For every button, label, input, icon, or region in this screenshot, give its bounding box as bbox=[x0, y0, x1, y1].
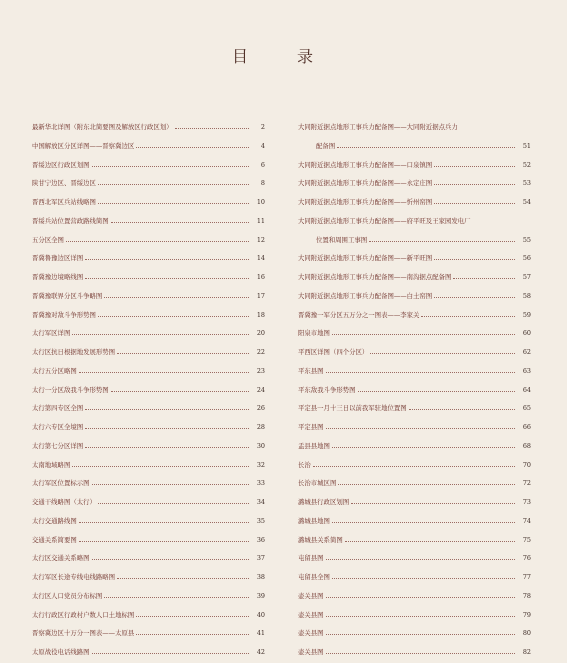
toc-entry-title: 晋西北军区兵站线略图 bbox=[32, 198, 96, 206]
toc-entry bbox=[298, 512, 531, 531]
toc-entry-title: 潞城县行政区划图 bbox=[298, 498, 350, 506]
toc-entry-page: 35 bbox=[256, 516, 265, 525]
toc-entry bbox=[32, 399, 265, 418]
toc-entry-title: 晋冀鲁豫边区详图 bbox=[32, 254, 84, 263]
toc-entry-title: 配备图 bbox=[316, 141, 336, 150]
toc-entry-page: 82 bbox=[522, 648, 531, 656]
toc-entry-title: 中国解放区分区详图——晋察冀边区 bbox=[32, 141, 135, 150]
toc-entry bbox=[298, 287, 531, 306]
toc-entry bbox=[298, 118, 531, 137]
dot-leader bbox=[79, 522, 249, 523]
toc-entry-title: 屯留县全图 bbox=[298, 573, 330, 581]
toc-entry-page: 39 bbox=[256, 591, 265, 600]
toc-entry-page: 40 bbox=[256, 610, 265, 619]
toc-entry-title: 晋绥兵站位置营政路线简图 bbox=[32, 216, 109, 225]
toc-entry bbox=[298, 306, 531, 325]
toc-entry-title: 大同附近据点地形工事兵力配备图——府平旺及王家园发电厂 bbox=[298, 216, 471, 225]
dot-leader bbox=[92, 166, 249, 167]
dot-leader bbox=[66, 241, 249, 242]
toc-entry bbox=[32, 531, 265, 550]
toc-entry bbox=[32, 156, 265, 175]
dot-leader bbox=[351, 503, 515, 504]
toc-entry bbox=[32, 568, 265, 587]
toc-entry-title: 平东敌我斗争形势图 bbox=[298, 385, 356, 394]
toc-entry-page: 78 bbox=[522, 591, 531, 600]
toc-entry-page: 62 bbox=[522, 348, 531, 356]
dot-leader bbox=[326, 653, 515, 654]
toc-entry-page: 70 bbox=[522, 460, 531, 469]
toc-entry-title: 太行区抗日根据地发展形势图 bbox=[32, 348, 116, 356]
toc-entry-page: 52 bbox=[522, 160, 531, 169]
toc-entry-page: 36 bbox=[256, 535, 265, 544]
toc-entry-title: 太行区交通关系略图 bbox=[32, 554, 90, 563]
toc-entry-page: 34 bbox=[256, 498, 265, 506]
toc-entry-page: 2 bbox=[260, 123, 265, 131]
toc-entry-page: 18 bbox=[256, 310, 265, 319]
toc-entry-title: 壶关县图 bbox=[298, 629, 324, 638]
toc-entry-title: 晋冀豫联界分区斗争略图 bbox=[32, 291, 103, 300]
dot-leader bbox=[104, 597, 249, 598]
dot-leader bbox=[338, 484, 515, 485]
toc-entry-title: 太行行政区行政村户数人口土地标图 bbox=[32, 610, 135, 619]
toc-entry-title: 阳泉市地图 bbox=[298, 329, 330, 338]
toc-entry-page: 6 bbox=[260, 160, 265, 169]
toc-entry bbox=[32, 231, 265, 250]
toc-entry bbox=[298, 174, 531, 193]
dot-leader bbox=[332, 578, 515, 579]
toc-entry-title: 平定县图 bbox=[298, 423, 324, 431]
toc-entry bbox=[298, 587, 531, 606]
toc-entry bbox=[298, 156, 531, 175]
dot-leader bbox=[72, 466, 249, 467]
toc-entry bbox=[298, 381, 531, 400]
toc-entry bbox=[298, 624, 531, 643]
toc-entry bbox=[32, 606, 265, 625]
toc-entry-page: 53 bbox=[522, 179, 531, 188]
dot-leader bbox=[92, 653, 249, 654]
toc-entry bbox=[298, 437, 531, 456]
toc-entry-title: 太行第七分区详图 bbox=[32, 441, 84, 450]
toc-entry bbox=[32, 174, 265, 193]
toc-entry-page: 75 bbox=[522, 535, 531, 544]
dot-leader bbox=[370, 353, 515, 354]
toc-entry-title: 大同附近据点地形工事兵力配备图——口泉镇图 bbox=[298, 160, 433, 169]
toc-entry bbox=[298, 643, 531, 662]
toc-entry bbox=[298, 474, 531, 493]
toc-entry-title: 大同附近据点地形工事兵力配备图——新平旺图 bbox=[298, 254, 433, 263]
toc-entry-title: 大同附近据点地形工事兵力配备图——白土窑图 bbox=[298, 291, 433, 300]
toc-entry-title: 晋绥边区行政区划图 bbox=[32, 160, 90, 169]
toc-entry-page: 64 bbox=[522, 385, 531, 394]
toc-entry-page: 56 bbox=[522, 254, 531, 263]
dot-leader bbox=[85, 409, 249, 410]
dot-leader bbox=[98, 503, 249, 504]
dot-leader bbox=[409, 409, 515, 410]
toc-entry-title: 太行六专区全境图 bbox=[32, 423, 84, 431]
toc-entry-title: 屯留县图 bbox=[298, 554, 324, 563]
dot-leader bbox=[79, 541, 249, 542]
toc-entry-page: 24 bbox=[256, 385, 265, 394]
toc-entry-title: 壶关县图 bbox=[298, 648, 324, 656]
toc-entry bbox=[298, 137, 531, 156]
toc-entry bbox=[32, 474, 265, 493]
toc-entry bbox=[298, 606, 531, 625]
toc-entry-title: 晋冀豫对敌斗争形势图 bbox=[32, 310, 96, 319]
dot-leader bbox=[326, 616, 515, 617]
toc-entry bbox=[32, 381, 265, 400]
toc-entry bbox=[32, 343, 265, 362]
toc-entry-page: 30 bbox=[256, 441, 265, 450]
toc-entry-title: 潞城县关系简图 bbox=[298, 535, 343, 544]
dot-leader bbox=[332, 447, 515, 448]
toc-entry bbox=[298, 399, 531, 418]
dot-leader bbox=[313, 466, 515, 467]
toc-entry-title: 太原战役电话线路图 bbox=[32, 648, 90, 656]
toc-entry-page: 4 bbox=[260, 141, 265, 150]
toc-entry bbox=[32, 362, 265, 381]
toc-entry-page: 76 bbox=[522, 554, 531, 563]
toc-entry bbox=[32, 643, 265, 662]
dot-leader bbox=[111, 222, 249, 223]
toc-entry-page: 63 bbox=[522, 366, 531, 375]
toc-entry-page: 68 bbox=[522, 441, 531, 450]
dot-leader bbox=[434, 259, 515, 260]
toc-entry bbox=[32, 512, 265, 531]
dot-leader bbox=[104, 297, 249, 298]
toc-entry-title: 太行交通路线图 bbox=[32, 516, 77, 525]
dot-leader bbox=[326, 597, 515, 598]
dot-leader bbox=[434, 297, 515, 298]
toc-entry-title: 晋冀豫边境略线图 bbox=[32, 273, 84, 281]
toc-entry-page: 14 bbox=[256, 254, 265, 263]
toc-entry-title: 太行军区长途专线电线路略图 bbox=[32, 573, 116, 581]
toc-entry-page: 77 bbox=[522, 573, 531, 581]
dot-leader bbox=[117, 353, 249, 354]
toc-entry-title: 大同附近据点地形工事兵力配备图——大同附近据点兵力 bbox=[298, 123, 458, 131]
toc-entry-page: 20 bbox=[256, 329, 265, 338]
dot-leader bbox=[453, 278, 515, 279]
toc-entry-page: 73 bbox=[522, 498, 531, 506]
toc-entry-title: 大同附近据点地形工事兵力配备图——永定庄图 bbox=[298, 179, 433, 188]
toc-entry-page: 59 bbox=[522, 310, 531, 319]
toc-entry bbox=[32, 306, 265, 325]
dot-leader bbox=[421, 316, 515, 317]
toc-entry bbox=[32, 437, 265, 456]
toc-entry-page: 32 bbox=[256, 460, 265, 469]
toc-entry-title: 太行第四专区全图 bbox=[32, 404, 84, 413]
dot-leader bbox=[136, 147, 249, 148]
toc-entry-page: 51 bbox=[522, 141, 531, 150]
dot-leader bbox=[85, 428, 249, 429]
dot-leader bbox=[98, 203, 249, 204]
dot-leader bbox=[326, 428, 515, 429]
toc-right-column bbox=[298, 118, 531, 662]
toc-entry bbox=[32, 587, 265, 606]
toc-entry-title: 盂县县地图 bbox=[298, 441, 330, 450]
toc-entry-title: 平定县一月十三日以前我军驻地位置图 bbox=[298, 404, 407, 413]
toc-entry bbox=[32, 118, 265, 137]
page-title: 目 录 bbox=[231, 47, 336, 66]
dot-leader bbox=[111, 391, 249, 392]
toc-entry bbox=[32, 193, 265, 212]
toc-entry bbox=[32, 324, 265, 343]
toc-entry-page: 42 bbox=[256, 648, 265, 656]
toc-entry bbox=[298, 212, 531, 231]
toc-entry-page: 57 bbox=[522, 273, 531, 281]
dot-leader bbox=[175, 128, 249, 129]
toc-entry bbox=[32, 249, 265, 268]
dot-leader bbox=[85, 447, 249, 448]
toc-entry-title: 交通干线略图（太行） bbox=[32, 498, 96, 506]
toc-entry-title: 壶关县图 bbox=[298, 591, 324, 600]
toc-entry-page: 17 bbox=[256, 291, 265, 300]
toc-entry bbox=[298, 249, 531, 268]
toc-entry-page: 26 bbox=[256, 404, 265, 413]
toc-entry-page: 10 bbox=[256, 198, 265, 206]
toc-entry-page: 54 bbox=[522, 198, 531, 206]
toc-entry-title: 太南地域略图 bbox=[32, 460, 71, 469]
dot-leader bbox=[345, 541, 515, 542]
toc-entry-title: 大同附近据点地形工事兵力配备图——忻州窑图 bbox=[298, 198, 433, 206]
dot-leader bbox=[72, 334, 249, 335]
toc-entry-title: 太行军区位置标示图 bbox=[32, 479, 90, 488]
toc-entry bbox=[298, 343, 531, 362]
toc-left-column bbox=[32, 118, 265, 662]
toc-entry bbox=[32, 624, 265, 643]
dot-leader bbox=[85, 278, 249, 279]
toc-entry-title: 太行一分区敌我斗争形势图 bbox=[32, 385, 109, 394]
toc-entry-title: 晋冀豫一军分区五万分之一图表——李家关 bbox=[298, 310, 420, 319]
toc-entry-title: 潞城县地图 bbox=[298, 516, 330, 525]
toc-entry-page: 37 bbox=[256, 554, 265, 563]
dot-leader bbox=[332, 334, 515, 335]
toc-entry-title: 太行区人口党员分布标图 bbox=[32, 591, 103, 600]
toc-entry-title: 陕甘宁边区、晋绥边区 bbox=[32, 179, 96, 188]
toc-entry-title: 五分区全图 bbox=[32, 235, 64, 244]
dot-leader bbox=[117, 578, 249, 579]
toc-entry-title: 晋察冀边区十万分一图表——太原县 bbox=[32, 629, 135, 638]
toc-entry bbox=[32, 287, 265, 306]
toc-entry bbox=[298, 418, 531, 437]
toc-entry-page: 79 bbox=[522, 610, 531, 619]
toc-entry-page: 28 bbox=[256, 423, 265, 431]
toc-entry bbox=[298, 231, 531, 250]
toc-entry-page: 12 bbox=[256, 235, 265, 244]
toc-entry-title: 大同附近据点地形工事兵力配备图——南沟据点配备图 bbox=[298, 273, 452, 281]
dot-leader bbox=[434, 203, 515, 204]
toc-entry-title: 太行五分区略图 bbox=[32, 366, 77, 375]
dot-leader bbox=[434, 166, 515, 167]
dot-leader bbox=[326, 559, 515, 560]
dot-leader bbox=[326, 372, 515, 373]
toc-entry-page: 55 bbox=[522, 235, 531, 244]
toc-entry-page: 41 bbox=[256, 629, 265, 638]
toc-entry bbox=[298, 568, 531, 587]
toc-entry bbox=[298, 531, 531, 550]
toc-entry bbox=[32, 549, 265, 568]
toc-entry-title: 位置和周围工事图 bbox=[316, 235, 368, 244]
dot-leader bbox=[92, 484, 249, 485]
toc-entry-page: 60 bbox=[522, 329, 531, 338]
dot-leader bbox=[136, 634, 249, 635]
dot-leader bbox=[358, 391, 515, 392]
toc-entry-page: 8 bbox=[260, 179, 265, 188]
toc-entry-page: 66 bbox=[522, 423, 531, 431]
toc-entry-title: 长治市城区图 bbox=[298, 479, 337, 488]
toc-entry bbox=[32, 493, 265, 512]
toc-entry-title: 平西区详图（四个分区） bbox=[298, 348, 369, 356]
toc-entry bbox=[298, 456, 531, 475]
toc-entry bbox=[298, 362, 531, 381]
toc-entry-page: 80 bbox=[522, 629, 531, 638]
toc-entry-page: 11 bbox=[256, 216, 265, 225]
toc-entry bbox=[298, 268, 531, 287]
dot-leader bbox=[92, 559, 249, 560]
toc-entry-page: 23 bbox=[256, 366, 265, 375]
dot-leader bbox=[332, 522, 515, 523]
toc-entry-title: 壶关县图 bbox=[298, 610, 324, 619]
toc-entry-title: 最新华北详图（附东北简要图及解放区行政区划） bbox=[32, 123, 173, 131]
toc-entry-page: 33 bbox=[256, 479, 265, 488]
toc-entry-page: 72 bbox=[522, 479, 531, 488]
dot-leader bbox=[85, 259, 249, 260]
toc-entry bbox=[32, 137, 265, 156]
toc-entry-page: 38 bbox=[256, 573, 265, 581]
toc-entry bbox=[32, 456, 265, 475]
toc-entry-page: 74 bbox=[522, 516, 531, 525]
toc-entry-title: 交通关系简要图 bbox=[32, 535, 77, 544]
dot-leader bbox=[337, 147, 515, 148]
toc-entry-page: 22 bbox=[256, 348, 265, 356]
toc-entry-title: 太行军区详图 bbox=[32, 329, 71, 338]
toc-entry-page: 58 bbox=[522, 291, 531, 300]
dot-leader bbox=[98, 316, 249, 317]
toc-entry bbox=[298, 324, 531, 343]
toc-entry-page: 16 bbox=[256, 273, 265, 281]
toc-entry bbox=[298, 549, 531, 568]
dot-leader bbox=[369, 241, 515, 242]
toc-entry bbox=[32, 268, 265, 287]
toc-entry bbox=[298, 193, 531, 212]
toc-entry bbox=[298, 493, 531, 512]
dot-leader bbox=[434, 184, 515, 185]
toc-entry bbox=[32, 418, 265, 437]
toc-entry bbox=[32, 212, 265, 231]
toc-entry-page: 65 bbox=[522, 404, 531, 413]
dot-leader bbox=[98, 184, 249, 185]
dot-leader bbox=[79, 372, 249, 373]
dot-leader bbox=[136, 616, 249, 617]
toc-entry-title: 长治 bbox=[298, 460, 311, 469]
toc-entry-title: 平东县图 bbox=[298, 366, 324, 375]
dot-leader bbox=[326, 634, 515, 635]
